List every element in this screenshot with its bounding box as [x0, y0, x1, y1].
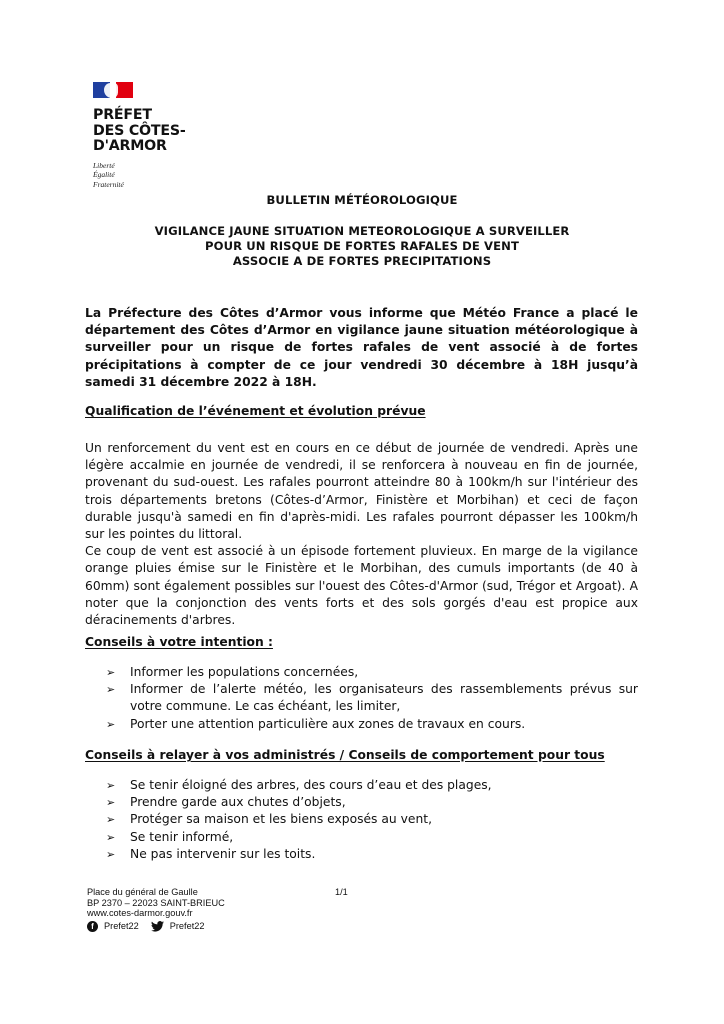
list-item-text: Se tenir éloigné des arbres, des cours d’eau et des plages,: [130, 778, 492, 792]
intro-paragraph: La Préfecture des Côtes d’Armor vous informe que Météo France a placé le département des Côtes d’Armor en vigilance jaune situation météorologique à surveiller pour un risque de fortes rafales de vent associé à de fortes précipitations à compter de ce jour vendredi 30 décembre à 18H jusqu’à samedi 31 décembre 2022 à 18H.: [85, 306, 638, 389]
list-item: [106, 829, 638, 846]
address-line: Place du général de Gaulle: [87, 887, 198, 897]
arrow-bullet-icon: ➢: [106, 813, 116, 827]
logo-title-line: D'ARMOR: [93, 138, 167, 154]
arrow-bullet-icon: ➢: [106, 796, 116, 810]
arrow-bullet-icon: ➢: [106, 830, 116, 844]
subtitle-line: POUR UN RISQUE DE FORTES RAFALES DE VENT: [205, 239, 519, 253]
list-item-text: Se tenir informé,: [130, 829, 234, 844]
twitter-icon[interactable]: [151, 921, 164, 932]
address-line: BP 2370 – 22023 SAINT-BRIEUC: [87, 897, 225, 908]
list-item: [106, 681, 638, 715]
prefecture-logo: [93, 82, 186, 189]
arrow-bullet-icon: ➢: [106, 666, 116, 679]
list-item: [106, 664, 638, 681]
arrow-bullet-icon: ➢: [106, 779, 116, 792]
arrow-bullet-icon: ➢: [106, 683, 116, 697]
list-item: [106, 716, 638, 733]
footer-address: [87, 887, 225, 932]
list-item-text: Informer de l’alerte météo, les organisateurs des rassemblements prévus sur votre commune. Le cas échéant, les limiter,: [130, 682, 638, 714]
page-number: 1/1: [335, 887, 348, 897]
marianne-flag-icon: [93, 82, 133, 98]
advice-list-mayors: [106, 664, 638, 733]
paragraph: Un renforcement du vent est en cours en ce début de journée de vendredi. Après une légère accalmie en journée de vendredi, il se renforcera à nouveau en fin de journée, provenant du sud-ouest. Les rafales pourront atteindre 80 à 100km/h sur l'intérieur des trois départements bretons (Côtes-d’Armor, Finistère et Morbihan) et ceci de façon durable jusqu'à samedi en fin d'après-midi. Les rafales pourront dépasser les 100km/h sur les pointes du littoral.: [85, 441, 638, 542]
list-item-text: Prendre garde aux chutes d’objets,: [130, 795, 346, 810]
advice-list-public: [106, 777, 638, 863]
facebook-icon[interactable]: f: [87, 921, 98, 932]
document-title: BULLETIN MÉTÉOROLOGIQUE: [266, 193, 458, 207]
list-item-text: Protéger sa maison et les biens exposés au vent,: [130, 812, 432, 827]
logo-title-line: PRÉFET: [93, 107, 152, 123]
motto-line: Liberté: [93, 160, 115, 170]
section-heading-advice-public: Conseils à relayer à vos administrés / Conseils de comportement pour tous: [85, 748, 605, 762]
list-item: [106, 846, 638, 863]
logo-title: [93, 108, 186, 155]
arrow-bullet-icon: ➢: [106, 847, 116, 861]
section-heading-qualification: Qualification de l’événement et évolution prévue: [85, 404, 426, 418]
logo-title-line: DES CÔTES-: [93, 122, 186, 139]
social-links: [87, 921, 225, 932]
republic-motto: [93, 161, 186, 190]
list-item-text: Porter une attention particulière aux zones de travaux en cours.: [130, 716, 526, 731]
arrow-bullet-icon: ➢: [106, 717, 116, 731]
document-subtitle: [0, 224, 724, 269]
evolution-text: [85, 440, 638, 629]
website-link[interactable]: www.cotes-darmor.gouv.fr: [87, 908, 193, 919]
facebook-handle[interactable]: Prefet22: [104, 920, 139, 931]
list-item-text: Ne pas intervenir sur les toits.: [130, 846, 316, 861]
list-item: [106, 777, 638, 794]
motto-line: Fraternité: [93, 179, 124, 189]
twitter-handle[interactable]: Prefet22: [169, 920, 205, 931]
motto-line: Égalité: [93, 170, 115, 179]
subtitle-line: VIGILANCE JAUNE SITUATION METEOROLOGIQUE A SURVEILLER: [154, 224, 570, 238]
section-heading-advice-mayors: Conseils à votre intention :: [85, 635, 273, 649]
list-item-text: Informer les populations concernées,: [130, 665, 359, 679]
subtitle-line: ASSOCIE A DE FORTES PRECIPITATIONS: [232, 254, 492, 268]
paragraph: Ce coup de vent est associé à un épisode fortement pluvieux. En marge de la vigilance orange pluies émise sur le Finistère et le Morbihan, des cumuls importants (de 40 à 60mm) sont également possibles sur l'ouest des Côtes-d'Armor (sud, Trégor et Argoat). A noter que la conjonction des vents forts et des sols gorgés d'eau est propice aux déracinements d'arbres.: [85, 544, 638, 628]
list-item: [106, 811, 638, 828]
list-item: [106, 794, 638, 811]
